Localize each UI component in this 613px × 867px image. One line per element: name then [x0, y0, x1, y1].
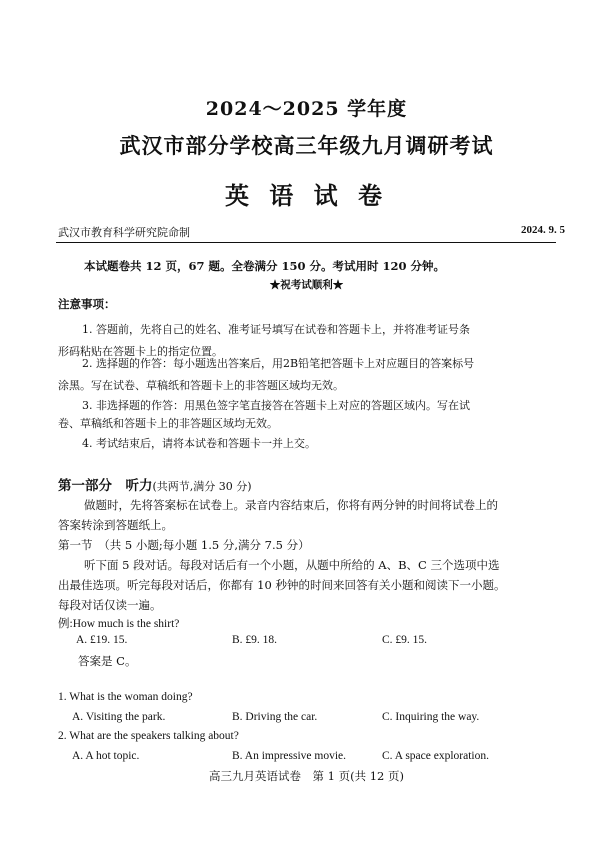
option-c: C. A space exploration. — [382, 750, 489, 762]
part-title — [58, 474, 252, 494]
option-c: C. Inquiring the way. — [382, 711, 480, 723]
exam-name: 武汉市部分学校高三年级九月调研考试 — [119, 133, 494, 158]
part-title-text: 第一部分 听力 — [58, 478, 153, 494]
good-luck-note: ★祝考试顺利★ — [269, 279, 344, 291]
note-line: 卷、草稿纸和答题卡上的非答题区域均无效。 — [58, 417, 278, 430]
exam-summary: 本试题卷共 12 页，67 题。全卷满分 150 分。考试用时 120 分钟。 — [84, 259, 446, 273]
example-question: 例:How much is the shirt? — [58, 618, 180, 630]
intro-line: 答案转涂到答题纸上。 — [58, 518, 173, 532]
question-stem: 2. What are the speakers talking about? — [58, 730, 239, 742]
option-b: B. Driving the car. — [232, 711, 318, 723]
example-option-a: A. £19. 15. — [76, 634, 128, 646]
intro-line: 做题时，先将答案标在试卷上。录音内容结束后，你将有两分钟的时间将试卷上的 — [84, 498, 498, 512]
note-line: 1. 答题前，先将自己的姓名、准考证号填写在试卷和答题卡上，并将准考证号条 — [82, 323, 470, 336]
notes-title: 注意事项： — [58, 297, 116, 311]
option-b: B. An impressive movie. — [232, 750, 347, 762]
option-a: A. A hot topic. — [72, 750, 140, 762]
note-line: 4. 考试结束后，请将本试卷和答题卡一并上交。 — [82, 437, 316, 450]
section-line: 出最佳选项。听完每段对话后，你都有 10 秒钟的时间来回答有关小题和阅读下一小题。 — [58, 578, 506, 592]
exam-date: 2024. 9. 5 — [521, 224, 565, 236]
example-option-c: C. £9. 15. — [382, 634, 428, 646]
header-divider — [56, 242, 556, 243]
example-option-b: B. £9. 18. — [232, 634, 278, 646]
note-line: 3. 非选择题的作答：用黑色签字笔直接答在答题卡上对应的答题区域内。写在试 — [82, 399, 470, 412]
section-title: 第一节 （共 5 小题;每小题 1.5 分,满分 7.5 分） — [58, 538, 310, 552]
example-answer: 答案是 C。 — [78, 654, 137, 668]
school-year: 2024～2025 学年度 — [205, 98, 408, 120]
note-line: 涂黑。写在试卷、草稿纸和答题卡上的非答题区域均无效。 — [58, 379, 344, 392]
section-line: 每段对话仅读一遍。 — [58, 598, 162, 612]
question-stem: 1. What is the woman doing? — [58, 691, 193, 703]
part-title-score: (共两节,满分 30 分) — [152, 480, 252, 493]
option-a: A. Visiting the park. — [72, 711, 166, 723]
publisher: 武汉市教育科学研究院命制 — [58, 226, 190, 239]
note-line: 2. 选择题的作答：每小题选出答案后，用2B铅笔把答题卡上对应题目的答案标号 — [82, 357, 475, 370]
page-footer: 高三九月英语试卷 第 1 页(共 12 页) — [208, 769, 405, 783]
subject-title: 英 语 试 卷 — [224, 181, 389, 210]
note-line: 形码粘贴在答题卡上的指定位置。 — [58, 345, 223, 358]
section-line: 听下面 5 段对话。每段对话后有一个小题，从题中所给的 A、B、C 三个选项中选 — [84, 558, 500, 572]
